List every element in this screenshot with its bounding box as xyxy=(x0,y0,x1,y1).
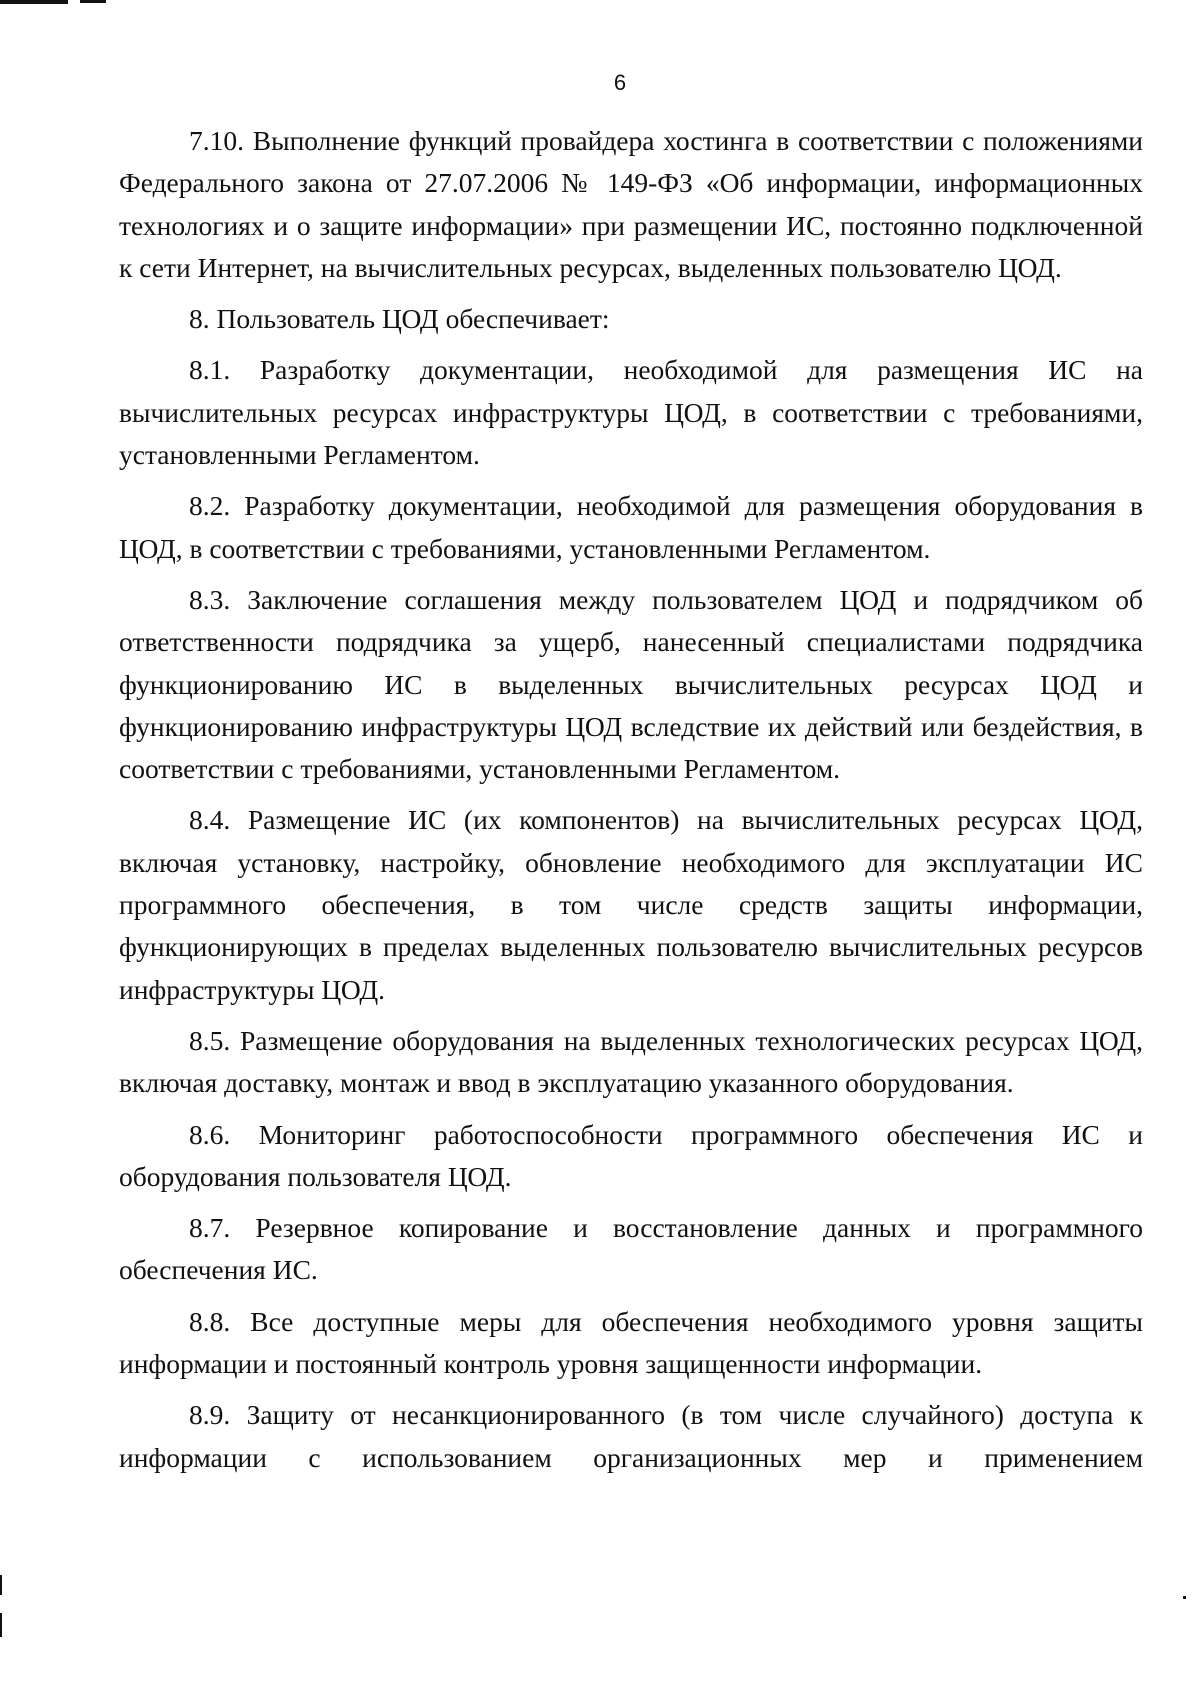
document-body xyxy=(119,120,1143,1479)
scan-mark xyxy=(0,1613,2,1637)
paragraph-8: 8. Пользователь ЦОД обеспечивает: xyxy=(189,303,610,335)
page-number: 6 xyxy=(613,70,627,95)
paragraph-8-4: 8.4. Размещение ИС (их компонентов) на вычислительных ресурсах ЦОД, включая установку, настройку, обновление необходимого для эксплуатации ИС программного обеспечения, в том числе средств защиты информации, функционирующих в пределах выделенных пользователю вычислительных ресурсов инфраструктуры ЦОД. xyxy=(119,804,1143,1005)
paragraph-8-1: 8.1. Разработку документации, необходимой для размещения ИС на вычислительных ресурсах инфраструктуры ЦОД, в соответствии с требованиями, установленными Регламентом. xyxy=(119,354,1143,471)
paragraph-8-7: 8.7. Резервное копирование и восстановление данных и программного обеспечения ИС. xyxy=(119,1212,1143,1286)
scan-mark xyxy=(0,1575,2,1595)
paragraph-8-3: 8.3. Заключение соглашения между пользователем ЦОД и подрядчиком об ответственности подрядчика за ущерб, нанесенный специалистами подрядчика функционированию ИС в выделенных вычислительных ресурсах ЦОД и функционированию инфраструктуры ЦОД вследствие их действий или бездействия, в соответствии с требованиями, установленными Регламентом. xyxy=(119,583,1143,785)
paragraph-8-9: 8.9. Защиту от несанкционированного (в том числе случайного) доступа к информации с использованием организационных мер и применением xyxy=(119,1399,1143,1473)
paragraph-8-8: 8.8. Все доступные меры для обеспечения необходимого уровня защиты информации и постоянный контроль уровня защищенности информации. xyxy=(119,1305,1143,1380)
paragraph-8-6: 8.6. Мониторинг работоспособности программного обеспечения ИС и оборудования пользователя ЦОД. xyxy=(119,1118,1143,1192)
scan-mark xyxy=(80,0,106,3)
paragraph-8-2: 8.2. Разработку документации, необходимой для размещения оборудования в ЦОД, в соответствии с требованиями, установленными Регламентом. xyxy=(119,490,1143,564)
scan-mark xyxy=(1183,1596,1186,1599)
scan-mark xyxy=(0,0,68,4)
paragraph-7-10: 7.10. Выполнение функций провайдера хостинга в соответствии с положениями Федерального закона от 27.07.2006 № 149-ФЗ «Об информации, информационных технологиях и о защите информации» при размещении ИС, постоянно подключенной к сети Интернет, на вычислительных ресурсах, выделенных пользователю ЦОД. xyxy=(119,125,1143,283)
paragraph-8-5: 8.5. Размещение оборудования на выделенных технологических ресурсах ЦОД, включая доставку, монтаж и ввод в эксплуатацию указанного оборудования. xyxy=(119,1024,1143,1099)
